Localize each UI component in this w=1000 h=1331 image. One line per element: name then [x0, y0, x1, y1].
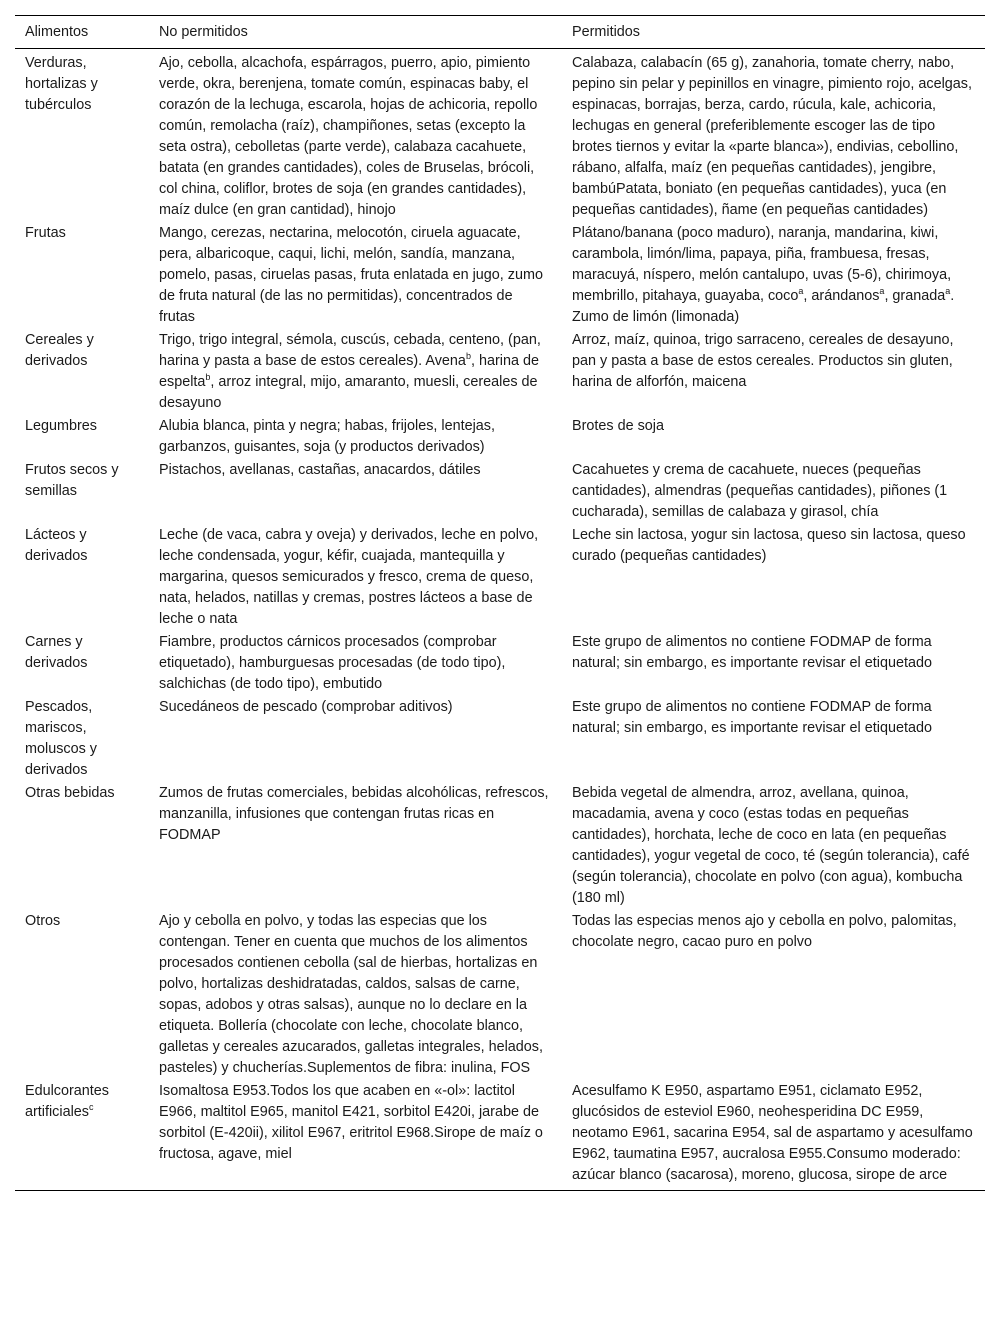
category-cell: Otros — [25, 913, 61, 929]
footnote-marker: b — [205, 372, 211, 383]
allowed-text: . Zumo de limón (limonada) — [572, 288, 955, 325]
header-food: Alimentos — [15, 16, 149, 49]
not-allowed-text: , arroz integral, mijo, amaranto, muesli, cereales de desayuno — [159, 374, 538, 411]
not-allowed-cell: Leche (de vaca, cabra y oveja) y derivados, leche en polvo, leche condensada, yogur, kéfir, cuajada, mantequilla y margarina, quesos semicurados y fresco, crema de queso, nata, helados, natillas y cremas, postres lácteos a base de leche o nata — [159, 527, 539, 627]
not-allowed-text: , harina de espelta — [159, 353, 539, 390]
table-row — [15, 631, 985, 696]
category-cell: Legumbres — [25, 418, 97, 434]
table-row — [15, 910, 985, 1080]
not-allowed-cell: Pistachos, avellanas, castañas, anacardos, dátiles — [159, 462, 481, 478]
not-allowed-cell: Sucedáneos de pescado (comprobar aditivos) — [159, 699, 453, 715]
allowed-text: , granada — [884, 288, 946, 304]
not-allowed-cell: Mango, cerezas, nectarina, melocotón, ciruela aguacate, pera, albaricoque, caqui, lichi, melón, sandía, manzana, pomelo, pasas, ciruelas pasas, fruta enlatada en jugo, zumo de fruta natural (de las no permitidas), concentrados de frutas — [159, 225, 543, 325]
table-row — [15, 524, 985, 631]
table-body — [15, 49, 985, 1191]
footnote-marker: a — [945, 286, 951, 297]
table-row — [15, 459, 985, 524]
not-allowed-text: Trigo, trigo integral, sémola, cuscús, cebada, centeno, (pan, harina y pasta a base de estos cereales). Avena — [159, 332, 541, 369]
not-allowed-cell: Alubia blanca, pinta y negra; habas, frijoles, lentejas, garbanzos, guisantes, soja (y productos derivados) — [159, 418, 495, 455]
header-not-allowed: No permitidos — [149, 16, 562, 49]
not-allowed-cell: Zumos de frutas comerciales, bebidas alcohólicas, refrescos, manzanilla, infusiones que contengan frutas ricas en FODMAP — [159, 785, 549, 843]
category-cell: Frutas — [25, 225, 66, 241]
not-allowed-cell: Ajo y cebolla en polvo, y todas las especias que los contengan. Tener en cuenta que muchos de los alimentos procesados contienen cebolla (sal de hierbas, hortalizas en polvo, hortalizas deshidratadas, caldos, salsas de carne, sopas, adobos y otras salsas), aunque no lo declare en la etiqueta. Bollería (chocolate con leche, chocolate blanco, galletas y cereales azucarados, galletas integrales, helados, pasteles) y chucherías.Suplementos de fibra: inulina, FOS — [159, 913, 543, 1076]
allowed-cell: Brotes de soja — [572, 418, 664, 434]
allowed-cell — [562, 222, 985, 329]
table-row — [15, 782, 985, 910]
category-cell — [15, 1080, 149, 1191]
fodmap-food-table — [15, 15, 985, 1191]
table-row — [15, 222, 985, 329]
not-allowed-cell: Ajo, cebolla, alcachofa, espárragos, puerro, apio, pimiento verde, okra, berenjena, tomate común, espinacas baby, el corazón de la lechuga, escarola, hojas de achicoria, repollo común, remolacha (raíz), champiñones, setas (excepto la seta ostra), cebolletas (parte verde), calabaza cacahuete, batata (en grandes cantidades), coles de Bruselas, brócoli, col china, coliflor, brotes de soja (en grandes cantidades), maíz dulce (en gran cantidad), hinojo — [159, 55, 538, 218]
allowed-text: Plátano/banana (poco maduro), naranja, mandarina, kiwi, carambola, limón/lima, papaya, piña, frambuesa, fresas, maracuyá, níspero, melón cantalupo, uvas (5-6), chirimoya, membrillo, pitahaya, guayaba, coco — [572, 225, 952, 304]
header-allowed: Permitidos — [562, 16, 985, 49]
allowed-text: , arándanos — [803, 288, 880, 304]
footnote-marker: a — [798, 286, 804, 297]
not-allowed-cell: Isomaltosa E953.Todos los que acaben en «-ol»: lactitol E966, maltitol E965, manitol E421, sorbitol E420i, jarabe de sorbitol (E-420ii), xilitol E967, eritritol E968.Sirope de maíz o fructosa, agave, miel — [149, 1080, 562, 1191]
header-row — [15, 16, 985, 49]
table-row — [15, 49, 985, 223]
table-row — [15, 329, 985, 415]
category-cell: Verduras, hortalizas y tubérculos — [25, 55, 98, 113]
footnote-marker: b — [465, 351, 471, 362]
footnote-marker: c — [88, 1102, 94, 1113]
allowed-cell: Este grupo de alimentos no contiene FODMAP de forma natural; sin embargo, es importante revisar el etiquetado — [572, 699, 932, 736]
category-cell: Frutos secos y semillas — [25, 462, 119, 499]
category-cell: Otras bebidas — [25, 785, 115, 801]
footnote-marker: a — [879, 286, 885, 297]
table-row — [15, 1080, 985, 1191]
allowed-cell: Todas las especias menos ajo y cebolla en polvo, palomitas, chocolate negro, cacao puro en polvo — [572, 913, 957, 950]
category-cell: Cereales y derivados — [25, 332, 94, 369]
table-header — [15, 16, 985, 49]
table-row — [15, 696, 985, 782]
table-row — [15, 415, 985, 459]
category-cell: Pescados, mariscos, moluscos y derivados — [25, 699, 97, 778]
category-cell: Carnes y derivados — [25, 634, 88, 671]
allowed-cell: Bebida vegetal de almendra, arroz, avellana, quinoa, macadamia, avena y coco (estas todas en pequeñas cantidades), horchata, leche de coco en lata (en pequeñas cantidades), yogur vegetal de coco, té (según tolerancia), café (según tolerancia), chocolate en polvo (con agua), kombucha (180 ml) — [572, 785, 970, 906]
not-allowed-cell: Fiambre, productos cárnicos procesados (comprobar etiquetado), hamburguesas procesadas (de todo tipo), salchichas (de todo tipo), embutido — [159, 634, 506, 692]
allowed-cell: Acesulfamo K E950, aspartamo E951, ciclamato E952, glucósidos de esteviol E960, neohesperidina DC E959, neotamo E961, sacarina E954, sal de aspartamo y acesulfamo E962, taumatina E957, aucralosa E955.Consumo moderado: azúcar blanco (sacarosa), moreno, glucosa, sirope de arce — [562, 1080, 985, 1191]
not-allowed-cell — [149, 329, 562, 415]
allowed-cell: Este grupo de alimentos no contiene FODMAP de forma natural; sin embargo, es importante revisar el etiquetado — [572, 634, 932, 671]
category-text: Edulcorantes artificiales — [25, 1083, 109, 1120]
allowed-cell: Arroz, maíz, quinoa, trigo sarraceno, cereales de desayuno, pan y pasta a base de estos cereales. Productos sin gluten, harina de alforfón, maicena — [572, 332, 954, 390]
category-cell: Lácteos y derivados — [25, 527, 88, 564]
allowed-cell: Cacahuetes y crema de cacahuete, nueces (pequeñas cantidades), almendras (pequeñas cantidades), piñones (1 cucharada), semillas de calabaza y girasol, chía — [572, 462, 948, 520]
allowed-cell: Leche sin lactosa, yogur sin lactosa, queso sin lactosa, queso curado (pequeñas cantidades) — [572, 527, 966, 564]
allowed-cell: Calabaza, calabacín (65 g), zanahoria, tomate cherry, nabo, pepino sin pelar y pepinillos en vinagre, pimiento rojo, acelgas, espinacas, borrajas, berza, cardo, rúcula, kale, achicoria, lechugas en general (preferiblemente escoger las de tipo brotes tiernos y evitar la «parte blanca»), endivias, cebollino, rábano, alfalfa, maíz (en pequeñas cantidades), jengibre, bambúPatata, boniato (en pequeñas cantidades), yuca (en pequeñas cantidades), ñame (en pequeñas cantidades) — [572, 55, 972, 218]
